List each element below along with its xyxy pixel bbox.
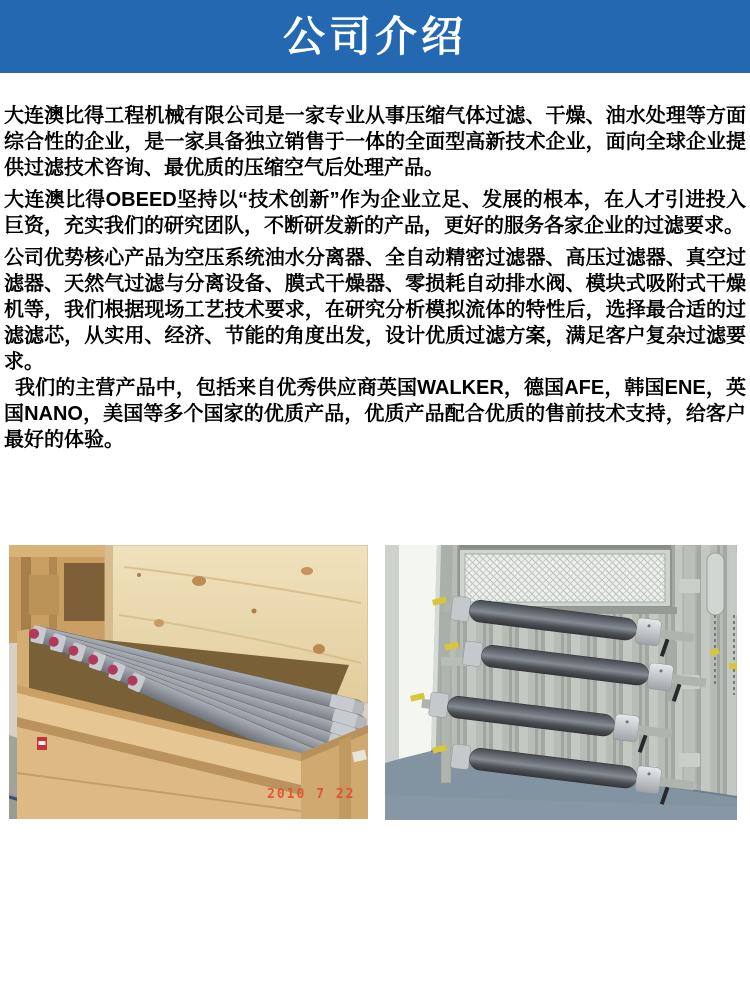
photo-crated-filter-cartridges (9, 545, 368, 820)
intro-paragraph-3: 公司优势核心产品为空压系统油水分离器、全自动精密过滤器、高压过滤器、真空过滤器、天然气过滤与分离设备、膜式干燥器、零损耗自动排水阀、模块式吸附式干燥机等，我们根据现场工艺技术要求，在研究分析模拟流体的特性后，选择最合适的过滤滤芯，从实用、经济、节能的角度出发，设计优质过滤方案，满足客户复杂过滤要求。 (4, 247, 746, 373)
intro-paragraph-2: 大连澳比得OBEED坚持以“技术创新”作为企业立足、发展的根本，在人才引进投入巨资，充实我们的研究团队，不断研发新的产品，更好的服务各家企业的过滤要求。 (4, 189, 746, 237)
intro-paragraph-4: 我们的主营产品中，包括来自优秀供应商英国WALKER，德国AFE，韩国ENE，英国NANO，美国等多个国家的优质产品，优质产品配合优质的售前技术支持，给客户最好的体验。 (4, 377, 746, 451)
photo-piped-filter-housings (385, 545, 737, 820)
photo-date-stamp: 2010 7 22 (267, 787, 356, 802)
page-header-banner (0, 0, 750, 73)
background-crate (9, 545, 109, 643)
page-title: 公司介绍 (282, 12, 467, 60)
crate-photo-illustration (9, 545, 368, 819)
company-intro-text (4, 103, 746, 453)
product-photos-row (9, 545, 750, 820)
container-photo-illustration (385, 545, 737, 820)
intro-paragraph-1: 大连澳比得工程机械有限公司是一家专业从事压缩气体过滤、干燥、油水处理等方面综合性的企业，是一家具备独立销售于一体的全面型高新技术企业，面向全球企业提供过滤技术咨询、最优质的压缩空气后处理产品。 (4, 105, 746, 179)
